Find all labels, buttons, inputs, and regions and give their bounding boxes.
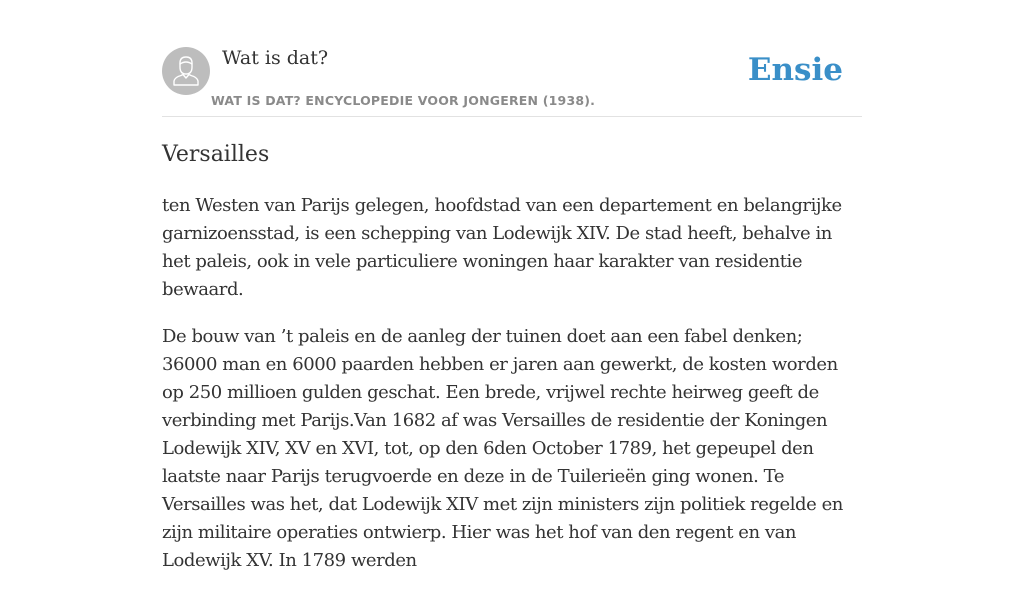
source-title[interactable]: Wat is dat? (222, 47, 329, 69)
avatar[interactable] (162, 47, 210, 95)
source-subtitle[interactable]: WAT IS DAT? ENCYCLOPEDIE VOOR JONGEREN (1938). (211, 93, 596, 108)
user-silhouette-icon (162, 47, 210, 95)
article-paragraph: De bouw van ’t paleis en de aanleg der tuinen doet aan een fabel denken; 36000 man en 6000 paarden hebben er jaren aan gewerkt, de kosten worden op 250 millioen gulden geschat. Een brede, vrijwel rechte heirweg geeft de verbinding met Parijs.Van 1682 af was Versailles de residentie der Koningen Lodewijk XIV, XV en XVI, tot, op den 6den October 1789, het gepeupel den laatste naar Parijs terugvoerde en deze in de Tuilerieën ging wonen. Te Versailles was het, dat Lodewijk XIV met zijn ministers zijn politiek regelde en zijn militaire operaties ontwierp. Hier was het hof van den regent en van Lodewijk XV. In 1789 werden (162, 326, 843, 571)
source-header (162, 46, 862, 117)
brand-logo[interactable]: Ensie (747, 52, 843, 88)
article-body (162, 192, 862, 594)
article-title: Versailles (162, 142, 270, 167)
article-paragraph: ten Westen van Parijs gelegen, hoofdstad van een departement en belangrijke garnizoensstad, is een schepping van Lodewijk XIV. De stad heeft, behalve in het paleis, ook in vele particuliere woningen haar karakter van residentie bewaard. (162, 195, 842, 300)
